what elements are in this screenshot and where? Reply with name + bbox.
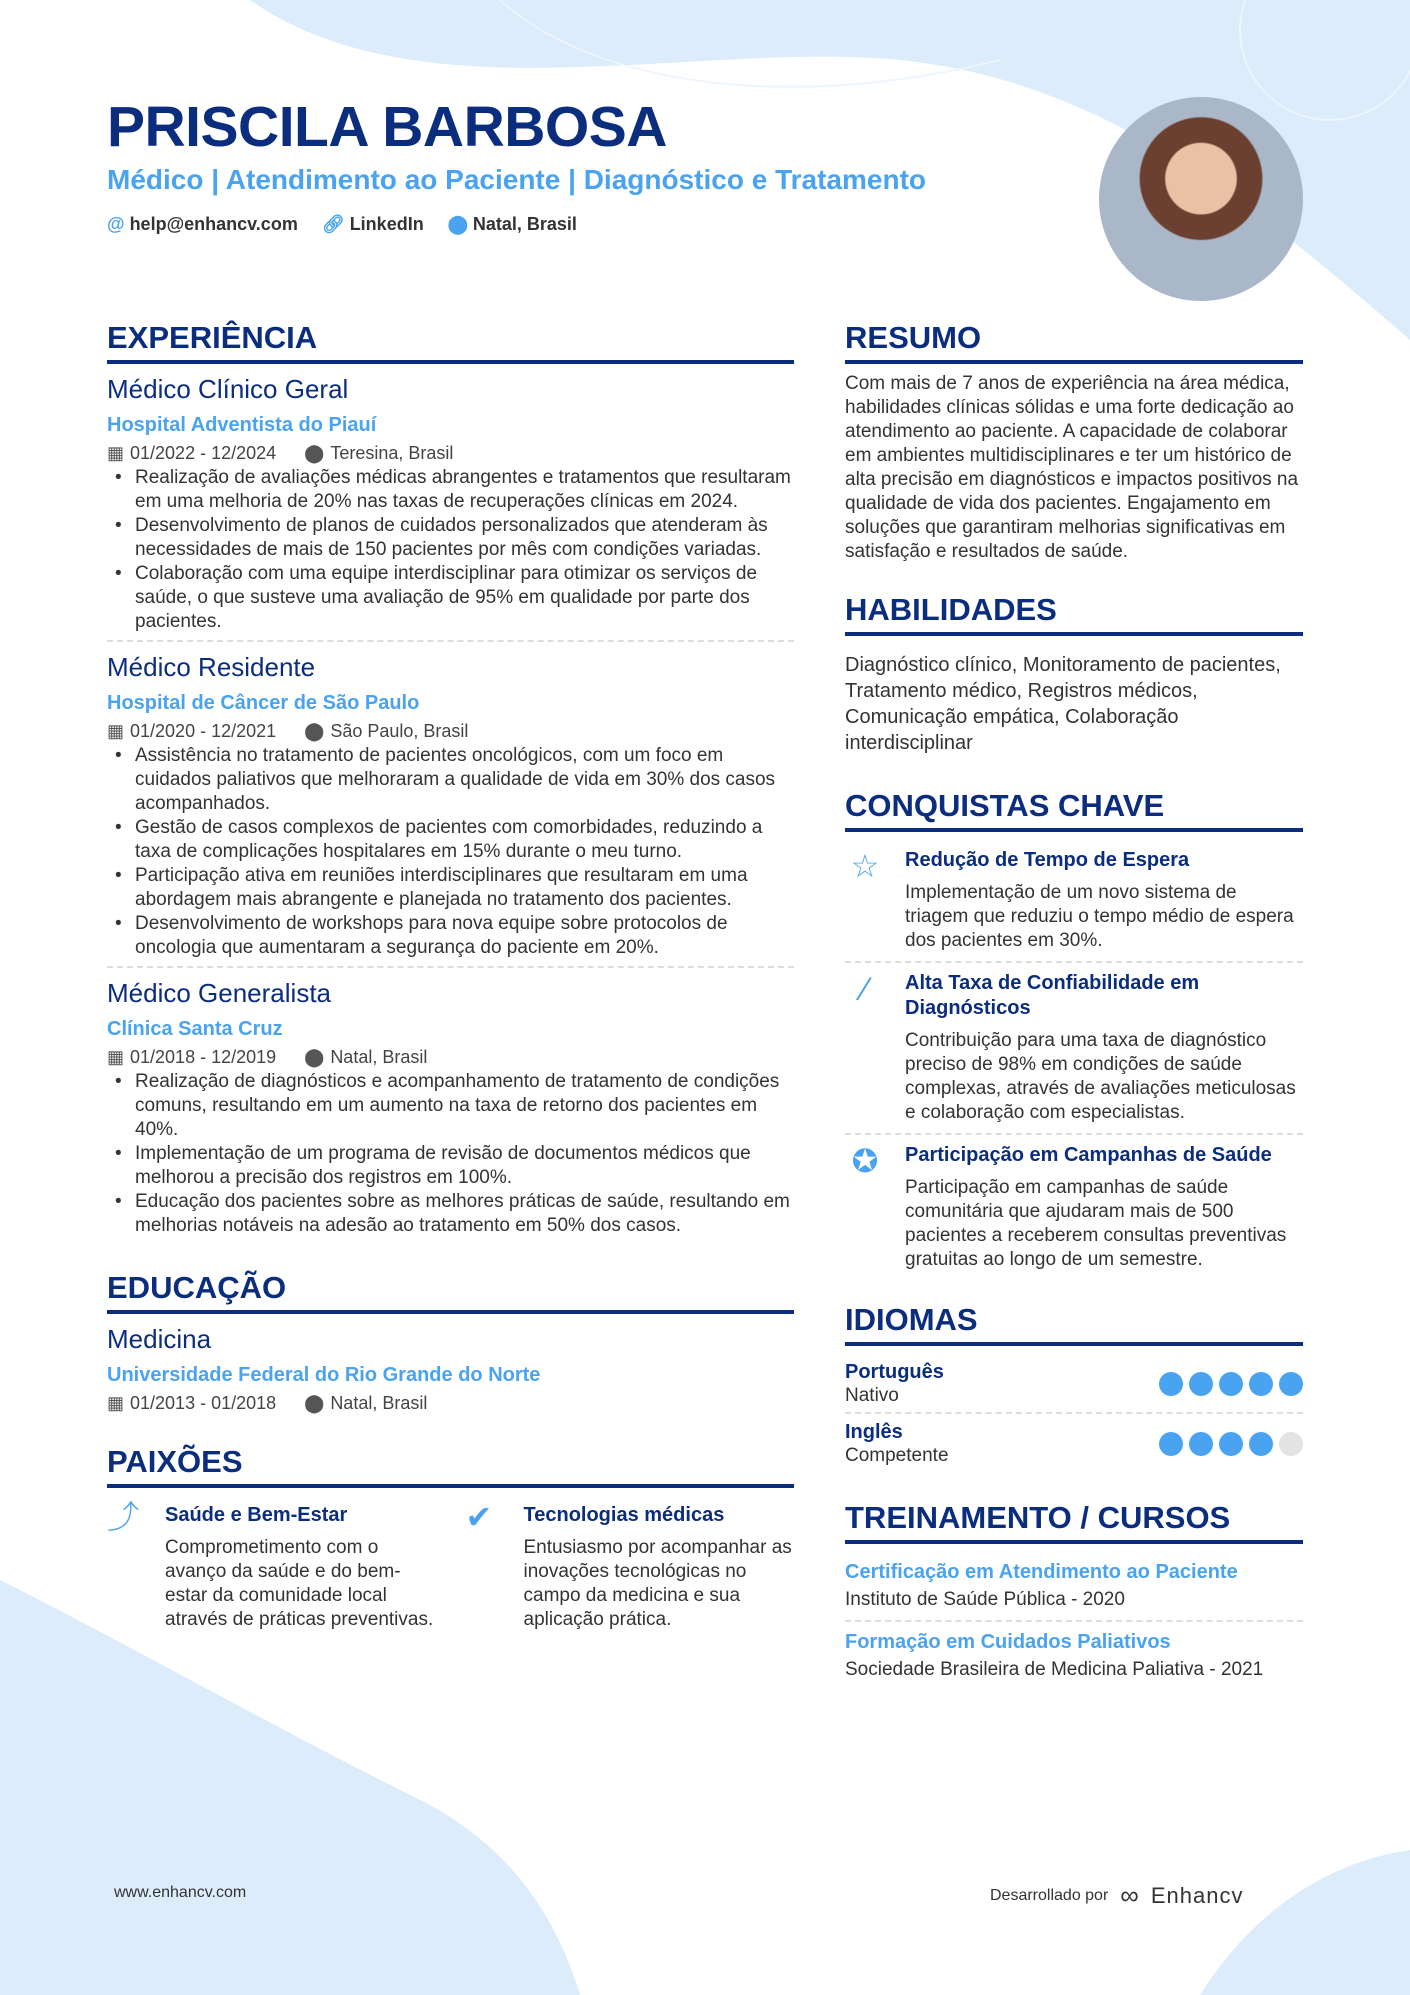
checkmark-icon: ✔ bbox=[465, 1499, 493, 1535]
job-role: Médico Clínico Geral bbox=[107, 374, 349, 404]
language-level: Nativo bbox=[845, 1385, 899, 1406]
powered-by-label: Desarrollado por bbox=[990, 1886, 1109, 1904]
bullet-item: • Educação dos pacientes sobre as melhores práticas de saúde, resultando em melhorias notáveis na adesão ao tratamento em 50% dos casos. bbox=[107, 1190, 794, 1238]
bullet-item: • Desenvolvimento de planos de cuidados personalizados que atenderam às necessidades de mais de 150 pacientes por mês com condições variadas. bbox=[107, 514, 794, 562]
map-pin-icon: ⬤ bbox=[304, 1393, 325, 1413]
achievement-text: Participação em campanhas de saúde comunitária que ajudaram mais de 500 pacientes a receberem consultas preventivas gratuitas ao longo de um semestre. bbox=[905, 1177, 1287, 1270]
language-rating bbox=[1159, 1432, 1303, 1456]
education-meta bbox=[107, 1390, 794, 1416]
achievement-item bbox=[845, 840, 1303, 963]
summary-text: Com mais de 7 anos de experiência na área médica, habilidades clínicas sólidas e uma forte dedicação ao atendimento ao paciente. A capacidade de colaborar em ambientes multidisciplinares e ter um histórico de alta precisão em diagnósticos e impactos positivos na qualidade de vida dos pacientes. Engajamento em soluções que garantiram melhorias significativas em satisfação e resultados de saúde. bbox=[845, 373, 1299, 562]
contact-info bbox=[107, 214, 926, 235]
degree: Medicina bbox=[107, 1324, 212, 1354]
section-title-passions: PAIXÕES bbox=[107, 1442, 794, 1488]
rating-dot bbox=[1279, 1432, 1303, 1456]
linkedin-contact[interactable] bbox=[322, 214, 424, 235]
job-meta bbox=[107, 718, 794, 744]
location-contact bbox=[448, 214, 577, 235]
bullet-item: • Gestão de casos complexos de pacientes com comorbidades, reduzindo a taxa de complicações hospitalares em 15% durante o meu turno. bbox=[107, 816, 794, 864]
section-title-skills: HABILIDADES bbox=[845, 590, 1303, 636]
job-bullets bbox=[107, 1070, 794, 1238]
achievement-title: Redução de Tempo de Espera bbox=[905, 849, 1190, 871]
job-location: São Paulo, Brasil bbox=[330, 721, 469, 741]
education-location: Natal, Brasil bbox=[330, 1393, 428, 1413]
course-title: Formação em Cuidados Paliativos bbox=[845, 1631, 1171, 1653]
right-column bbox=[845, 318, 1303, 1690]
bullet-item: • Participação ativa em reuniões interdisciplinares que resultaram em uma abordagem mais abrangente e planejada no tratamento dos pacientes. bbox=[107, 864, 794, 912]
passion-title: Saúde e Bem-Estar bbox=[165, 1504, 348, 1526]
rating-dot bbox=[1189, 1432, 1213, 1456]
job-bullets bbox=[107, 744, 794, 960]
header bbox=[107, 96, 926, 235]
location-text: Natal, Brasil bbox=[472, 214, 577, 234]
map-pin-icon: ⬤ bbox=[304, 721, 325, 741]
section-title-languages: IDIOMAS bbox=[845, 1300, 1303, 1346]
bullet-item: • Realização de avaliações médicas abrangentes e tratamentos que resultaram em uma melhoria de 20% nas taxas de recuperações clínicas em 2024. bbox=[107, 466, 794, 514]
job-meta bbox=[107, 440, 794, 466]
training-list bbox=[845, 1552, 1303, 1690]
job-dates: 01/2022 - 12/2024 bbox=[130, 443, 277, 463]
passion-text: Entusiasmo por acompanhar as inovações tecnológicas no campo da medicina e sua aplicação prática. bbox=[523, 1537, 792, 1630]
passions-list bbox=[107, 1500, 794, 1632]
languages-list bbox=[845, 1354, 1303, 1472]
passion-item bbox=[107, 1500, 436, 1632]
passion-title: Tecnologias médicas bbox=[523, 1504, 725, 1526]
calendar-icon: ▦ bbox=[107, 1047, 125, 1067]
achievement-item bbox=[845, 1135, 1303, 1280]
passion-text: Comprometimento com o avanço da saúde e do bem-estar da comunidade local através de práticas preventivas. bbox=[165, 1537, 434, 1630]
job-entry bbox=[107, 976, 794, 1244]
job-organization: Hospital de Câncer de São Paulo bbox=[107, 692, 420, 714]
job-dates: 01/2020 - 12/2021 bbox=[130, 721, 277, 741]
email-text: help@enhancv.com bbox=[129, 214, 298, 234]
section-title-achievements: CONQUISTAS CHAVE bbox=[845, 786, 1303, 832]
award-ribbon-icon: ✪ bbox=[851, 1143, 879, 1179]
footer-website[interactable]: www.enhancv.com bbox=[114, 1884, 247, 1901]
rating-dot bbox=[1159, 1432, 1183, 1456]
headline: Médico | Atendimento ao Paciente | Diagnóstico e Tratamento bbox=[107, 164, 926, 195]
bullet-item: • Colaboração com uma equipe interdisciplinar para otimizar os serviços de saúde, o que susteve uma avaliação de 95% em qualidade por parte dos pacientes. bbox=[107, 562, 794, 634]
enhancv-brand: Enhancv bbox=[1150, 1882, 1244, 1908]
candidate-name: PRISCILA BARBOSA bbox=[107, 95, 667, 159]
map-pin-icon: ⬤ bbox=[447, 214, 468, 234]
section-title-summary: RESUMO bbox=[845, 318, 1303, 364]
map-pin-icon: ⬤ bbox=[304, 443, 325, 463]
section-title-education: EDUCAÇÃO bbox=[107, 1268, 794, 1314]
course-item bbox=[845, 1552, 1303, 1622]
language-name: Português bbox=[845, 1361, 944, 1383]
job-role: Médico Generalista bbox=[107, 978, 331, 1008]
job-entry bbox=[107, 650, 794, 968]
job-entry bbox=[107, 372, 794, 642]
achievement-text: Contribuição para uma taxa de diagnóstico preciso de 98% em condições de saúde complexas, através de avaliações meticulosas e colaboração com especialistas. bbox=[905, 1030, 1296, 1123]
calendar-icon: ▦ bbox=[107, 443, 125, 463]
achievements-list bbox=[845, 840, 1303, 1280]
job-organization: Hospital Adventista do Piauí bbox=[107, 414, 377, 436]
rating-dot bbox=[1159, 1372, 1183, 1396]
linkedin-text: LinkedIn bbox=[349, 214, 424, 234]
course-institution: Instituto de Saúde Pública - 2020 bbox=[845, 1589, 1125, 1610]
rating-dot bbox=[1219, 1432, 1243, 1456]
job-organization: Clínica Santa Cruz bbox=[107, 1018, 283, 1040]
profile-photo bbox=[1099, 97, 1303, 301]
bullet-item: • Realização de diagnósticos e acompanhamento de tratamento de condições comuns, resultando em um aumento na taxa de retorno dos pacientes em 40%. bbox=[107, 1070, 794, 1142]
section-title-training: TREINAMENTO / CURSOS bbox=[845, 1498, 1303, 1544]
rating-dot bbox=[1279, 1372, 1303, 1396]
passion-item bbox=[466, 1500, 795, 1632]
enhancv-logo-icon: ∞ bbox=[1120, 1880, 1139, 1910]
rating-dot bbox=[1219, 1372, 1243, 1396]
section-title-experience: EXPERIÊNCIA bbox=[107, 318, 794, 364]
rating-dot bbox=[1249, 1372, 1273, 1396]
language-item bbox=[845, 1414, 1303, 1472]
job-location: Natal, Brasil bbox=[330, 1047, 428, 1067]
email-contact[interactable] bbox=[107, 214, 298, 235]
star-icon: ☆ bbox=[850, 848, 880, 884]
course-item bbox=[845, 1622, 1303, 1690]
footer-branding bbox=[990, 1880, 1243, 1911]
calendar-icon: ▦ bbox=[107, 721, 125, 741]
left-column bbox=[107, 318, 794, 1632]
job-bullets bbox=[107, 466, 794, 634]
language-item bbox=[845, 1354, 1303, 1414]
achievement-text: Implementação de um novo sistema de triagem que reduziu o tempo médio de espera dos pacientes em 30%. bbox=[905, 882, 1294, 951]
language-level: Competente bbox=[845, 1445, 949, 1466]
calendar-icon: ▦ bbox=[107, 1393, 125, 1413]
achievement-title: Participação em Campanhas de Saúde bbox=[905, 1144, 1272, 1166]
bullet-item: • Desenvolvimento de workshops para nova equipe sobre protocolos de oncologia que aumentaram a segurança do paciente em 20%. bbox=[107, 912, 794, 960]
job-role: Médico Residente bbox=[107, 652, 316, 682]
rating-dot bbox=[1189, 1372, 1213, 1396]
course-title: Certificação em Atendimento ao Paciente bbox=[845, 1561, 1238, 1583]
job-dates: 01/2018 - 12/2019 bbox=[130, 1047, 277, 1067]
link-icon: 🔗︎ bbox=[321, 214, 345, 234]
job-location: Teresina, Brasil bbox=[330, 443, 454, 463]
education-dates: 01/2013 - 01/2018 bbox=[130, 1393, 277, 1413]
rating-dot bbox=[1249, 1432, 1273, 1456]
wellness-icon: ⤴ bbox=[107, 1499, 140, 1535]
achievement-item bbox=[845, 963, 1303, 1135]
experience-list bbox=[107, 372, 794, 1244]
school: Universidade Federal do Rio Grande do Norte bbox=[107, 1364, 541, 1386]
bullet-item: • Assistência no tratamento de pacientes oncológicos, com um foco em cuidados paliativos que melhoraram a qualidade de vida em 30% dos casos acompanhados. bbox=[107, 744, 794, 816]
language-rating bbox=[1159, 1372, 1303, 1396]
course-institution: Sociedade Brasileira de Medicina Paliativa - 2021 bbox=[845, 1659, 1264, 1680]
at-icon: @ bbox=[107, 214, 125, 234]
education-entry bbox=[107, 1322, 794, 1416]
job-meta bbox=[107, 1044, 794, 1070]
map-pin-icon: ⬤ bbox=[304, 1047, 325, 1067]
achievement-title: Alta Taxa de Confiabilidade em Diagnósticos bbox=[905, 972, 1200, 1019]
language-name: Inglês bbox=[845, 1421, 903, 1443]
bullet-item: • Implementação de um programa de revisão de documentos médicos que melhorou a precisão dos registros em 100%. bbox=[107, 1142, 794, 1190]
magic-wand-icon: ⁄ bbox=[862, 971, 868, 1007]
skills-text: Diagnóstico clínico, Monitoramento de pacientes, Tratamento médico, Registros médicos, Comunicação empática, Colaboração interdisciplinar bbox=[845, 654, 1281, 754]
